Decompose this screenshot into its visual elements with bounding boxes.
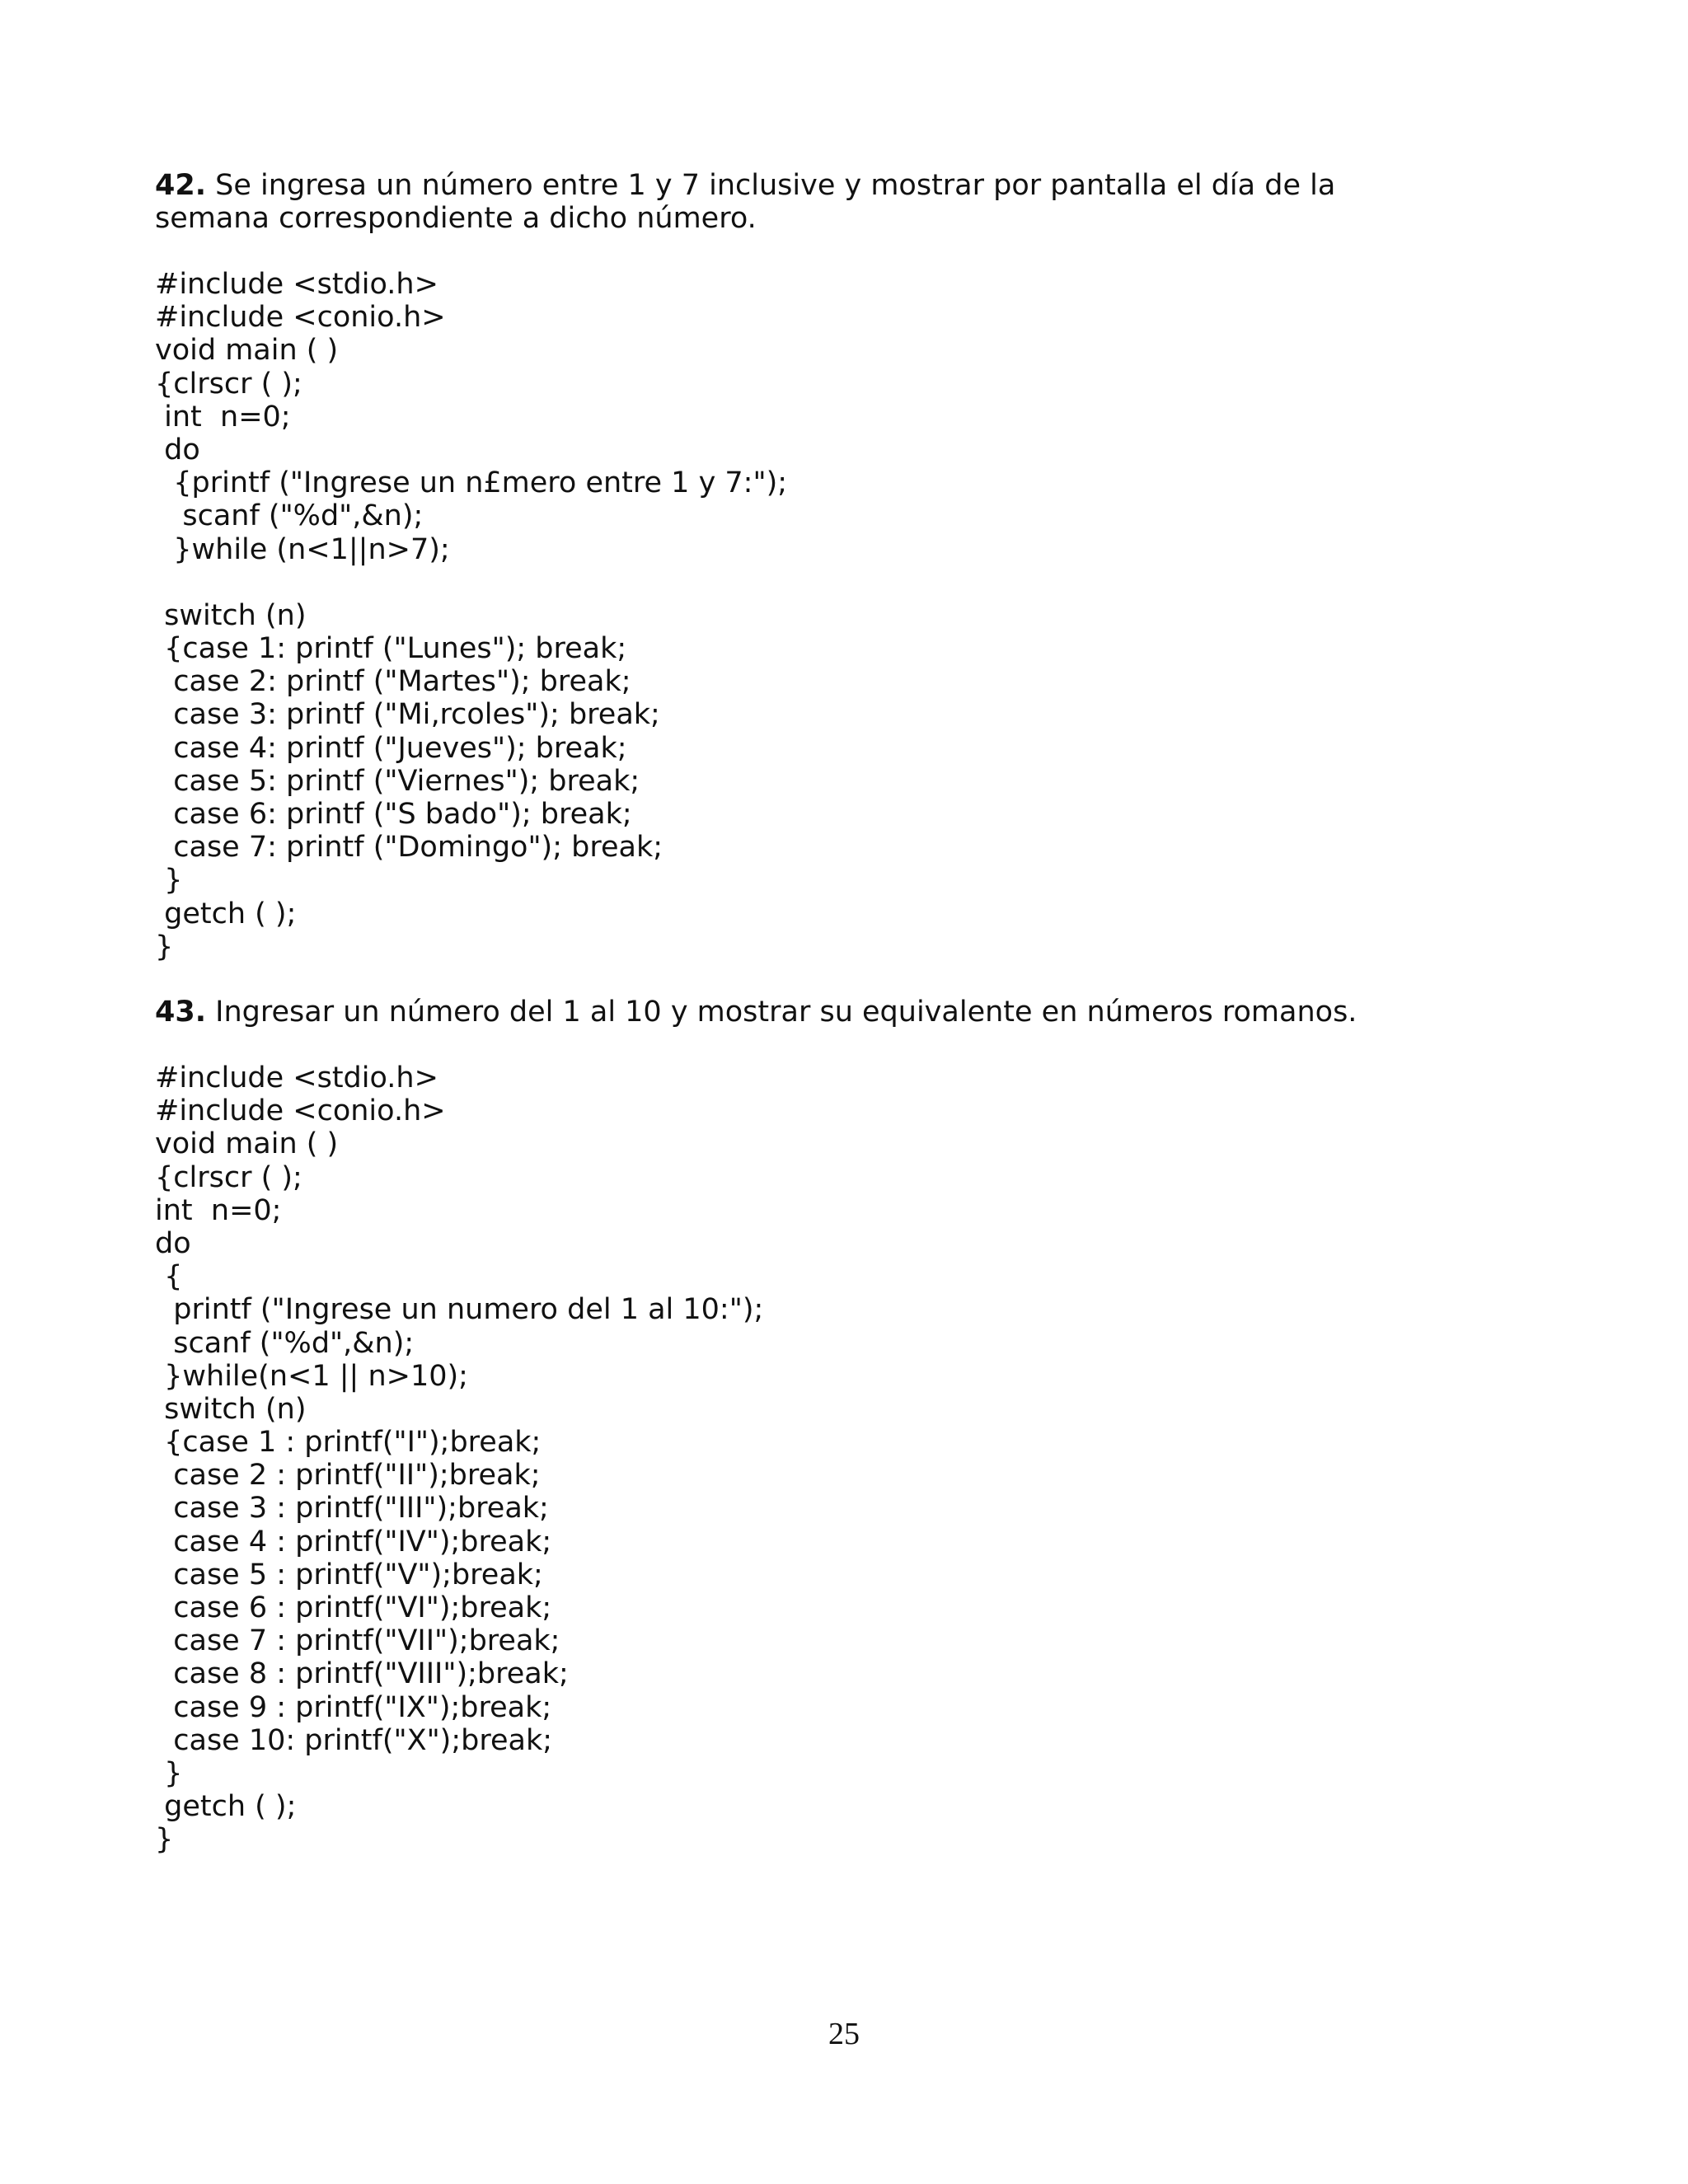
code-line: switch (n) <box>155 1392 307 1426</box>
code-line: #include <stdio.h> <box>155 268 438 301</box>
code-line: case 4 : printf("IV");break; <box>155 1525 552 1558</box>
code-line: { <box>155 1260 183 1294</box>
code-line: case 4: printf ("Jueves"); break; <box>155 731 627 765</box>
code-line: case 6: printf ("S bado"); break; <box>155 798 632 831</box>
code-line: int n=0; <box>155 1193 282 1227</box>
code-line: #include <conio.h> <box>155 1094 446 1128</box>
code-line: {case 1 : printf("I");break; <box>155 1426 542 1460</box>
code-line: void main ( ) <box>155 334 339 368</box>
code-line: do <box>155 433 200 466</box>
code-line: } <box>155 930 174 963</box>
code-line: case 9 : printf("IX");break; <box>155 1690 552 1724</box>
code-line: case 8 : printf("VIII");break; <box>155 1657 569 1691</box>
code-line: {printf ("Ingrese un n£mero entre 1 y 7:"); <box>155 466 788 500</box>
code-line: int n=0; <box>155 400 291 434</box>
code-line: case 10: printf("X");break; <box>155 1723 553 1757</box>
code-line: case 6 : printf("VI");break; <box>155 1591 552 1624</box>
code-line: } <box>155 1823 174 1857</box>
code-line: #include <conio.h> <box>155 301 446 335</box>
code-line: case 7 : printf("VII");break; <box>155 1624 560 1658</box>
code-line: case 3: printf ("Mi‚rcoles"); break; <box>155 698 660 732</box>
problem-43 <box>155 996 1441 1857</box>
code-line: } <box>155 1756 183 1790</box>
code-line: case 5 : printf("V");break; <box>155 1558 543 1591</box>
code-line: case 2 : printf("II");break; <box>155 1459 541 1493</box>
code-line: do <box>155 1226 191 1260</box>
code-line: switch (n) <box>155 598 307 632</box>
code-line: getch ( ); <box>155 1790 297 1824</box>
problem-number: 42. <box>155 169 207 202</box>
code-line <box>155 566 1441 599</box>
code-block <box>155 1062 1441 1857</box>
code-line: {case 1: printf ("Lunes"); break; <box>155 632 627 666</box>
code-block <box>155 268 1441 963</box>
code-line: } <box>155 864 183 898</box>
code-line: }while(n<1 || n>10); <box>155 1359 468 1393</box>
code-line: {clrscr ( ); <box>155 1160 302 1194</box>
code-line: case 5: printf ("Viernes"); break; <box>155 764 640 798</box>
problem-text: Ingresar un número del 1 al 10 y mostrar su equivalente en números romanos. <box>215 996 1357 1029</box>
code-line: scanf ("%d",&n); <box>155 1326 415 1360</box>
code-line: case 7: printf ("Domingo"); break; <box>155 831 663 865</box>
problem-number: 43. <box>155 996 207 1029</box>
code-line: case 3 : printf("III");break; <box>155 1492 549 1526</box>
problem-statement <box>155 996 1441 1029</box>
problem-statement <box>155 169 1441 235</box>
code-line: getch ( ); <box>155 897 297 930</box>
page-number: 25 <box>828 2017 860 2051</box>
problem-text: Se ingresa un número entre 1 y 7 inclusive y mostrar por pantalla el día de la semana correspondiente a dicho número. <box>155 169 1336 235</box>
problem-42 <box>155 169 1441 963</box>
code-line: printf ("Ingrese un numero del 1 al 10:"); <box>155 1293 764 1327</box>
code-line: #include <stdio.h> <box>155 1062 438 1094</box>
code-line: {clrscr ( ); <box>155 367 302 401</box>
code-line: scanf ("%d",&n); <box>155 499 424 533</box>
code-line: case 2: printf ("Martes"); break; <box>155 665 631 699</box>
code-line: void main ( ) <box>155 1127 339 1161</box>
code-line: }while (n<1||n>7); <box>155 532 450 566</box>
